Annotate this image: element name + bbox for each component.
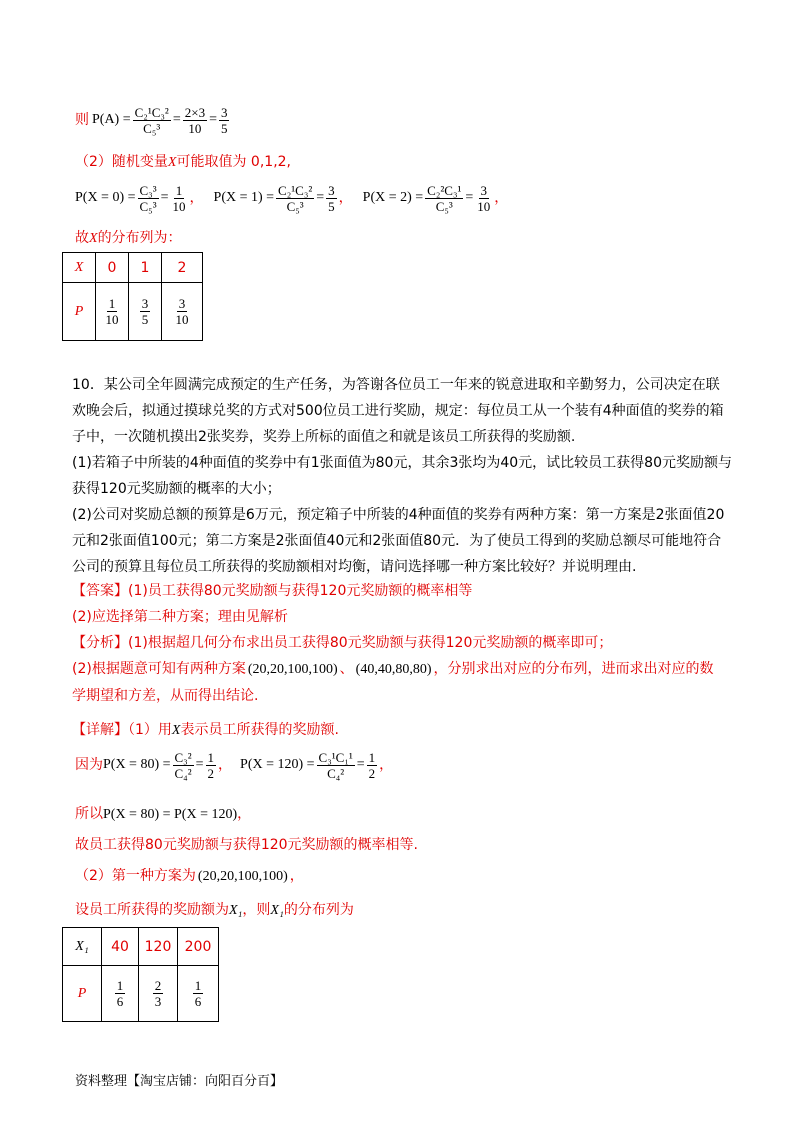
p120-frac: $\frac{\text{C₃¹C₁¹}}{\text{C₄²}}$ [318, 749, 353, 781]
p2-frac-2: $\frac{3}{10}$ [477, 182, 491, 214]
analysis-line-1: 【分析】(1)根据超几何分布求出员工获得80元奖励额与获得120元奖励额的概率即可； [72, 635, 613, 651]
table-header-x1: X₁ [63, 928, 102, 966]
p1-frac-2: $\frac{3}{5}$ [328, 182, 335, 214]
table-cell: 1 [129, 253, 162, 283]
table-header-p: P [63, 966, 102, 1022]
half-frac: $\frac{1}{2}$ [368, 749, 376, 781]
pa-lhs: P(A) = [92, 112, 131, 127]
conclusion-line: 故员工获得80元奖励额与获得120元奖励额的概率相等. [75, 837, 418, 853]
problem-stem: 10．某公司全年圆满完成预定的生产任务，为答谢各位员工一年来的锐意进取和辛勤努力，公司决定在联欢晚会后，拟通过摸球兑奖的方式对500位员工进行奖励，规定：每位员工从一个装有4种面值的奖券的箱子中，一次随机摸出2张奖券，奖券上所标的面值之和就是该员工所获得的奖励额. [72, 377, 724, 445]
pa-prefix: 则 [75, 112, 89, 128]
answer-line-2: (2)应选择第二种方案；理由见解析 [72, 609, 288, 625]
table-cell: $\frac{1}{6}$ [178, 966, 219, 1022]
table-cell: 120 [139, 928, 178, 966]
table-header-x: X [63, 253, 96, 283]
dist-intro: 故X的分布列为： [75, 230, 182, 246]
page-footer: 资料整理【淘宝店铺：向阳百分百】 [75, 1074, 284, 1089]
half-frac: $\frac{1}{2}$ [207, 749, 215, 781]
table-cell: $\frac{2}{3}$ [139, 966, 178, 1022]
distribution-table-x1 [62, 927, 219, 1022]
pa-frac-1: $\frac{\text{C₂¹C₃²}}{\text{C₅³}}$ [134, 104, 169, 136]
because-line: 因为 P(X = 80) = $\frac{\text{C₃²}}{\text{C₄²}}$ = $\frac{1}{2}$ ， P(X = 120) = $\frac{\text{C₃¹C₁¹}}{\text{C₄²}}$ = $\frac{1}{2}$ ， [75, 749, 394, 781]
so-line: 所以P(X = 80) = P(X = 120)， [75, 806, 252, 822]
detail-heading: 【详解】（1）用X表示员工所获得的奖励额. [72, 722, 339, 738]
table-cell: $\frac{3}{5}$ [129, 283, 162, 341]
analysis-line-2: (2)根据题意可知有两种方案 (20,20,100,100) 、 (40,40,80,80) ，分别求出对应的分布列，进而求出对应的数 [72, 661, 714, 677]
problem-part-2: (2)公司对奖励总额的预算是6万元，预定箱子中所装的4种面值的奖券有两种方案：第一方案是2张面值20元和2张面值100元；第二方案是2张面值40元和2张面值80元．为了使员工得到的奖励总额尽可能地符合公司的预算且每位员工所获得的奖励额相对均衡，请问选择哪一种方案比较好？并说明理由. [72, 507, 725, 575]
table-cell: $\frac{3}{10}$ [162, 283, 203, 341]
let-line: 设员工所获得的奖励额为X₁，则X₁的分布列为 [75, 902, 354, 918]
plan1-line: （2）第一种方案为 (20,20,100,100) ， [75, 868, 304, 884]
prob-formulas: P(X = 0) = $\frac{\text{C₃³}}{\text{C₅³}}$ = $\frac{1}{10}$ ， P(X = 1) = $\frac{\text{C₂¹C₃²}}{\text{C₅³}}$ = $\frac{3}{5}$ ， P(X = 2) = $\frac{\text{C₂²C₃¹}}{\text{C₅³}}$ = $\frac{3}{10}$ ， [75, 182, 509, 214]
table-cell: $\frac{1}{10}$ [96, 283, 129, 341]
p1-frac-1: $\frac{\text{C₂¹C₃²}}{\text{C₅³}}$ [278, 182, 313, 214]
table-cell: 0 [96, 253, 129, 283]
table-cell: 2 [162, 253, 203, 283]
table-cell: 40 [102, 928, 139, 966]
p80-frac: $\frac{\text{C₃²}}{\text{C₄²}}$ [174, 749, 192, 781]
pa-frac-3: $\frac{3}{5}$ [220, 104, 228, 136]
pa-frac-2: $\frac{2\times 3}{10}$ [184, 104, 206, 136]
problem-10 [72, 372, 732, 580]
table-header-p: P [63, 283, 96, 341]
answer-line-1: 【答案】(1)员工获得80元奖励额与获得120元奖励额的概率相等 [72, 583, 473, 599]
distribution-table-x [62, 252, 203, 341]
p0-frac-2: $\frac{1}{10}$ [172, 182, 186, 214]
part2-header: （2）随机变量X可能取值为 0,1,2, [75, 154, 292, 170]
problem-part-1: (1)若箱子中所装的4种面值的奖券中有1张面值为80元，其余3张均为40元，试比较员工获得80元奖励额与获得120元奖励额的概率的大小； [72, 455, 732, 497]
answer-block [72, 578, 752, 709]
p2-frac-1: $\frac{\text{C₂²C₃¹}}{\text{C₅³}}$ [427, 182, 462, 214]
table-cell: $\frac{1}{6}$ [102, 966, 139, 1022]
p0-frac-1: $\frac{\text{C₃³}}{\text{C₅³}}$ [139, 182, 157, 214]
pa-formula: 则 P(A) = $\frac{\text{C₂¹C₃²}}{\text{C₅³}}$ = $\frac{2\times 3}{10}$ = $\frac{3}{5}$ [75, 104, 228, 136]
table-cell: 200 [178, 928, 219, 966]
analysis-line-3: 学期望和方差，从而得出结论. [72, 688, 259, 704]
